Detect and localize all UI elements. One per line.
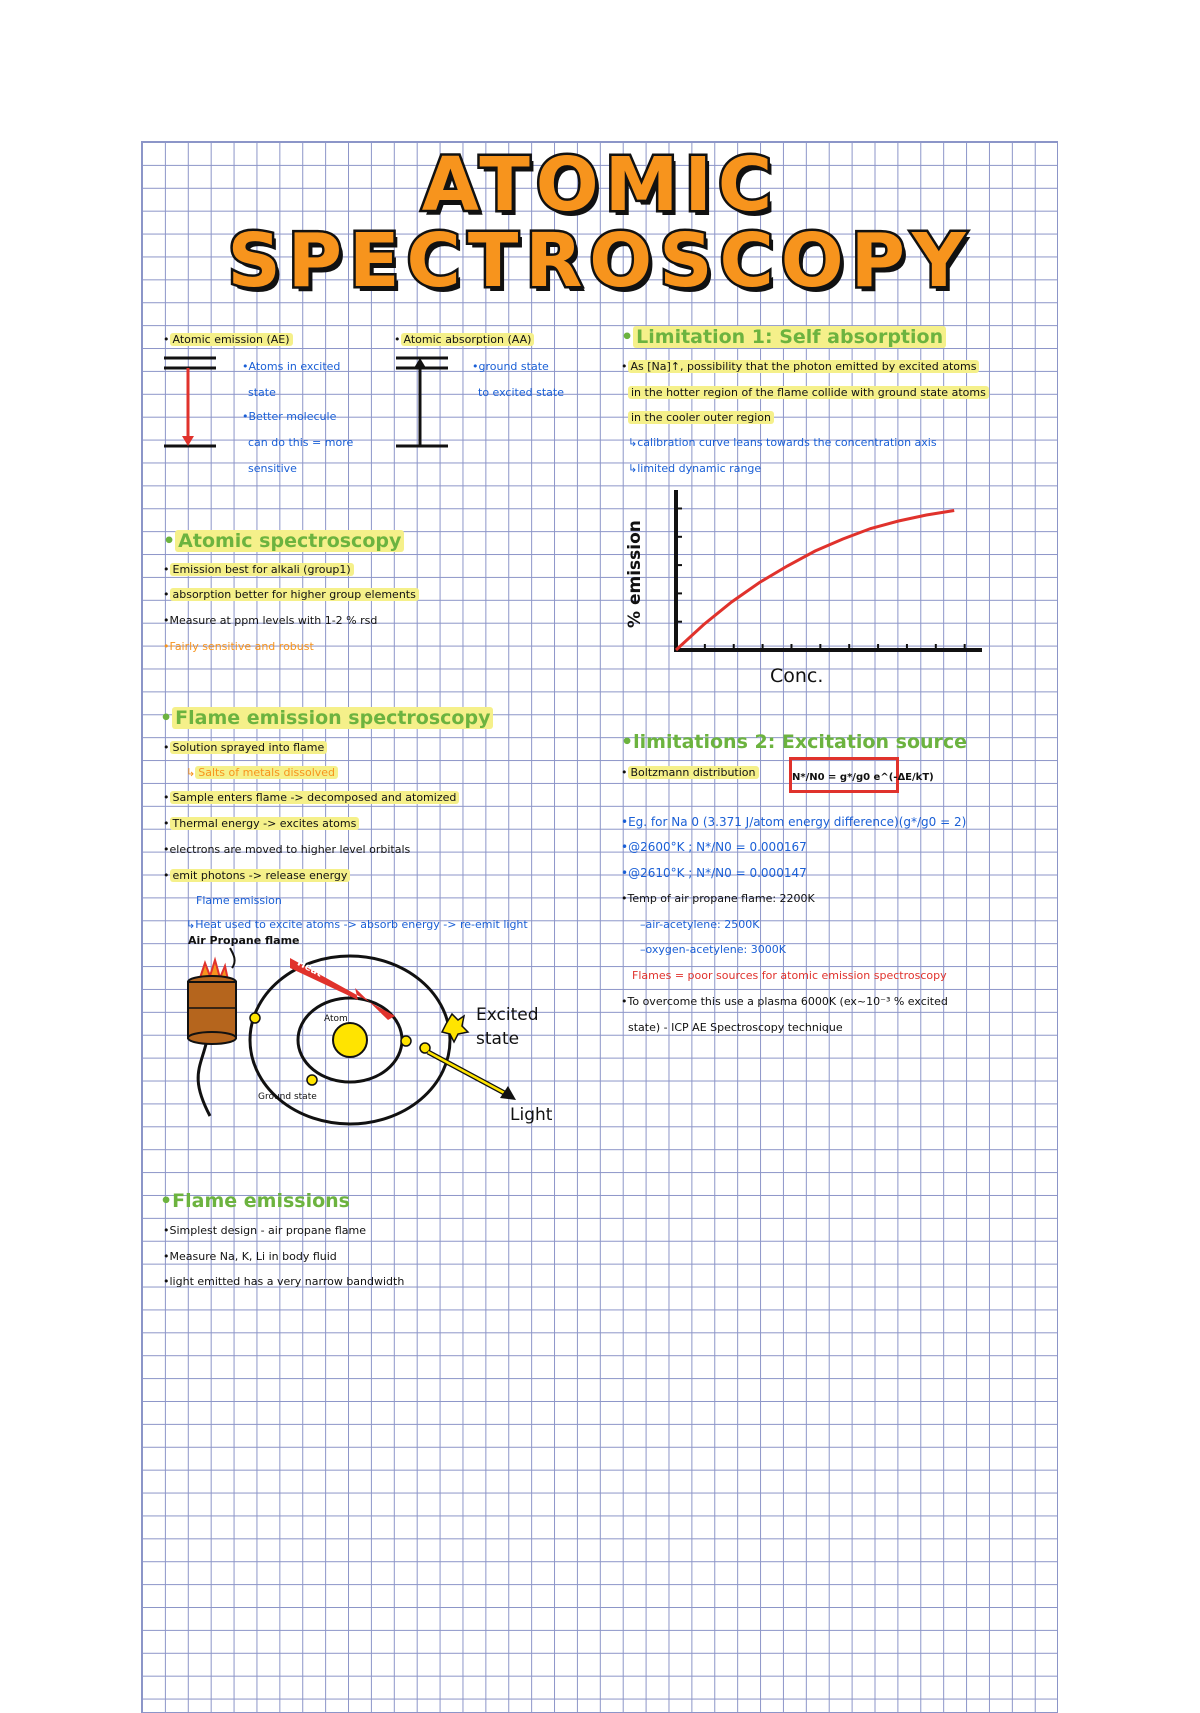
lim1-sub-2: ↳limited dynamic range	[628, 462, 762, 475]
chart-xlabel: Conc.	[770, 665, 824, 687]
flame-item-8: ↳Heat used to excite atoms -> absorb energy -> re-emit light	[186, 918, 528, 931]
heading-limitation-2: •limitations 2: Excitation source	[621, 731, 968, 753]
burner-label: Air Propane flame	[188, 934, 300, 947]
lim2-overcome-1: •To overcome this use a plasma 6000K (ex~10⁻³ % excited	[621, 995, 948, 1008]
heading-limitation-1: • Limitation 1: Self absorption	[621, 326, 946, 348]
burner-icon	[188, 948, 236, 1116]
aa-note-1: •ground state	[472, 360, 549, 373]
spec-item-1: • Emission best for alkali (group1)	[163, 563, 354, 577]
spec-item-3: •Measure at ppm levels with 1-2 % rsd	[163, 614, 378, 627]
lim2-temp: •Temp of air propane flame: 2200K	[621, 892, 815, 905]
emissions-item-1: •Simplest design - air propane flame	[163, 1224, 366, 1237]
ae-label: • Atomic emission (AE)	[163, 333, 293, 347]
heading-flame-emission-spectroscopy: • Flame emission spectroscopy	[160, 707, 493, 729]
spec-item-4: •Fairly sensitive and robust	[163, 640, 314, 653]
ae-note-1: •Atoms in excited	[242, 360, 341, 373]
heading-flame-emissions: •Flame emissions	[160, 1190, 350, 1212]
ae-note-4: can do this = more	[248, 436, 354, 449]
boltzmann-formula: N*/N0 = g*/g0 e^(-ΔE/kT)	[789, 757, 899, 793]
lim1-line-2: in the hotter region of the flame collide with ground state atoms	[628, 386, 989, 400]
excited-state-label-2: state	[476, 1029, 520, 1049]
flame-item-5: •electrons are moved to higher level orbitals	[163, 843, 411, 856]
lim2-overcome-2: state) - ICP AE Spectroscopy technique	[628, 1021, 843, 1034]
flame-item-6: • emit photons -> release energy	[163, 869, 350, 883]
title-atomic: ATOMIC	[421, 142, 779, 228]
atom-label: Atom	[324, 1014, 348, 1024]
chart-ylabel: % emission	[625, 520, 645, 628]
flame-item-3: • Sample enters flame -> decomposed and atomized	[163, 791, 459, 805]
emissions-item-3: •light emitted has a very narrow bandwidth	[163, 1275, 405, 1288]
ground-state-label: Ground state	[258, 1092, 317, 1102]
flame-item-1: • Solution sprayed into flame	[163, 741, 327, 755]
light-label: Light	[510, 1105, 553, 1125]
ae-note-3: •Better molecule	[242, 410, 337, 423]
lim1-line-3: in the cooler outer region	[628, 411, 774, 425]
chart-ticks	[676, 508, 965, 650]
lim2-boltzmann: • Boltzmann distribution	[621, 766, 759, 780]
aa-note-2: to excited state	[478, 386, 564, 399]
heat-label: Heat	[295, 957, 324, 980]
lim2-t1: •@2600°K ; N*/N0 = 0.000167	[621, 840, 807, 854]
lim2-temp-b: –oxygen-acetylene: 3000K	[640, 943, 786, 956]
emissions-item-2: •Measure Na, K, Li in body fluid	[163, 1250, 337, 1263]
calibration-curve-chart	[620, 480, 1000, 690]
lim2-poor: Flames = poor sources for atomic emission spectroscopy	[632, 969, 947, 982]
flame-item-2: ↳ Salts of metals dissolved	[186, 766, 338, 780]
aa-label: • Atomic absorption (AA)	[394, 333, 534, 347]
ae-note-2: state	[248, 386, 276, 399]
lim2-eg: •Eg. for Na 0 (3.371 J/atom energy difference)(g*/g0 = 2)	[621, 815, 967, 829]
title-spectroscopy: SPECTROSCOPY	[227, 218, 973, 304]
chart-series-line	[676, 511, 954, 651]
flame-item-7: Flame emission	[196, 894, 282, 907]
heading-atomic-spectroscopy: • Atomic spectroscopy	[163, 530, 404, 552]
lim1-sub-1: ↳calibration curve leans towards the concentration axis	[628, 436, 937, 449]
lim2-t2: •@2610°K ; N*/N0 = 0.000147	[621, 866, 807, 880]
spec-item-2: • absorption better for higher group elements	[163, 588, 419, 602]
flame-item-4: • Thermal energy -> excites atoms	[163, 817, 359, 831]
ae-note-5: sensitive	[248, 462, 297, 475]
lim2-temp-a: –air-acetylene: 2500K	[640, 918, 760, 931]
excited-state-label-1: Excited	[476, 1005, 539, 1025]
aa-energy-diagram	[392, 352, 452, 452]
lim1-line-1: • As [Na]↑, possibility that the photon emitted by excited atoms	[621, 360, 979, 374]
ae-energy-diagram	[160, 352, 220, 452]
